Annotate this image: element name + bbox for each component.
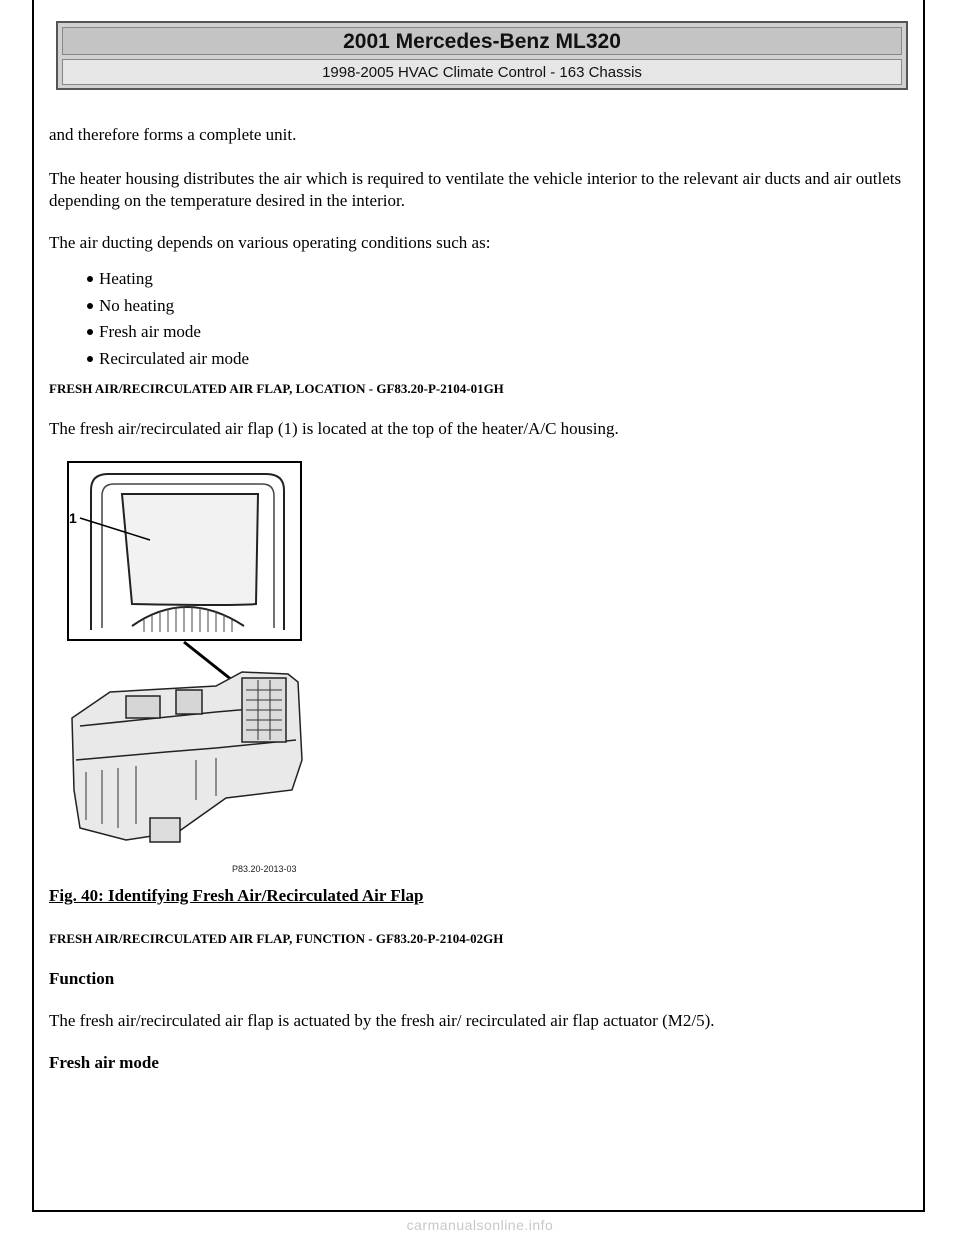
- paragraph-flap-actuator: The fresh air/recirculated air flap is actuated by the fresh air/ recirculated air flap actuator (M2/5).: [49, 1010, 715, 1030]
- figure-caption: Fig. 40: Identifying Fresh Air/Recirculated Air Flap: [49, 885, 424, 905]
- callout-number: 1: [69, 509, 77, 526]
- document-body: [49, 124, 909, 1074]
- paragraph-heater-housing: The heater housing distributes the air which is required to ventilate the vehicle interior to the relevant air ducts and air outlets depending on the temperature desired in the interior.: [49, 169, 902, 210]
- list-item: Heating: [87, 268, 909, 290]
- figure-image-code: P83.20-2013-03: [232, 863, 297, 874]
- list-item: No heating: [87, 295, 909, 317]
- paragraph-complete-unit: and therefore forms a complete unit.: [49, 125, 297, 144]
- list-item: Recirculated air mode: [87, 348, 909, 370]
- subheading-fresh-air-mode: Fresh air mode: [49, 1052, 159, 1072]
- paragraph-air-ducting: The air ducting depends on various operating conditions such as:: [49, 233, 491, 252]
- heater-housing-illustration: [66, 460, 326, 880]
- watermark-text: carmanualsonline.info: [406, 1217, 554, 1233]
- section-heading-function: FRESH AIR/RECIRCULATED AIR FLAP, FUNCTION - GF83.20-P-2104-02GH: [49, 930, 504, 946]
- section-heading-location: FRESH AIR/RECIRCULATED AIR FLAP, LOCATION - GF83.20-P-2104-01GH: [49, 380, 504, 396]
- subheading-function: Function: [49, 968, 115, 988]
- operating-conditions-list: [49, 268, 909, 370]
- figure-flap-location: [66, 460, 326, 880]
- document-title: 2001 Mercedes-Benz ML320: [62, 27, 902, 55]
- document-header: [56, 21, 908, 90]
- paragraph-flap-location: The fresh air/recirculated air flap (1) is located at the top of the heater/A/C housing.: [49, 418, 619, 438]
- document-subtitle: 1998-2005 HVAC Climate Control - 163 Chassis: [62, 59, 902, 85]
- list-item: Fresh air mode: [87, 321, 909, 343]
